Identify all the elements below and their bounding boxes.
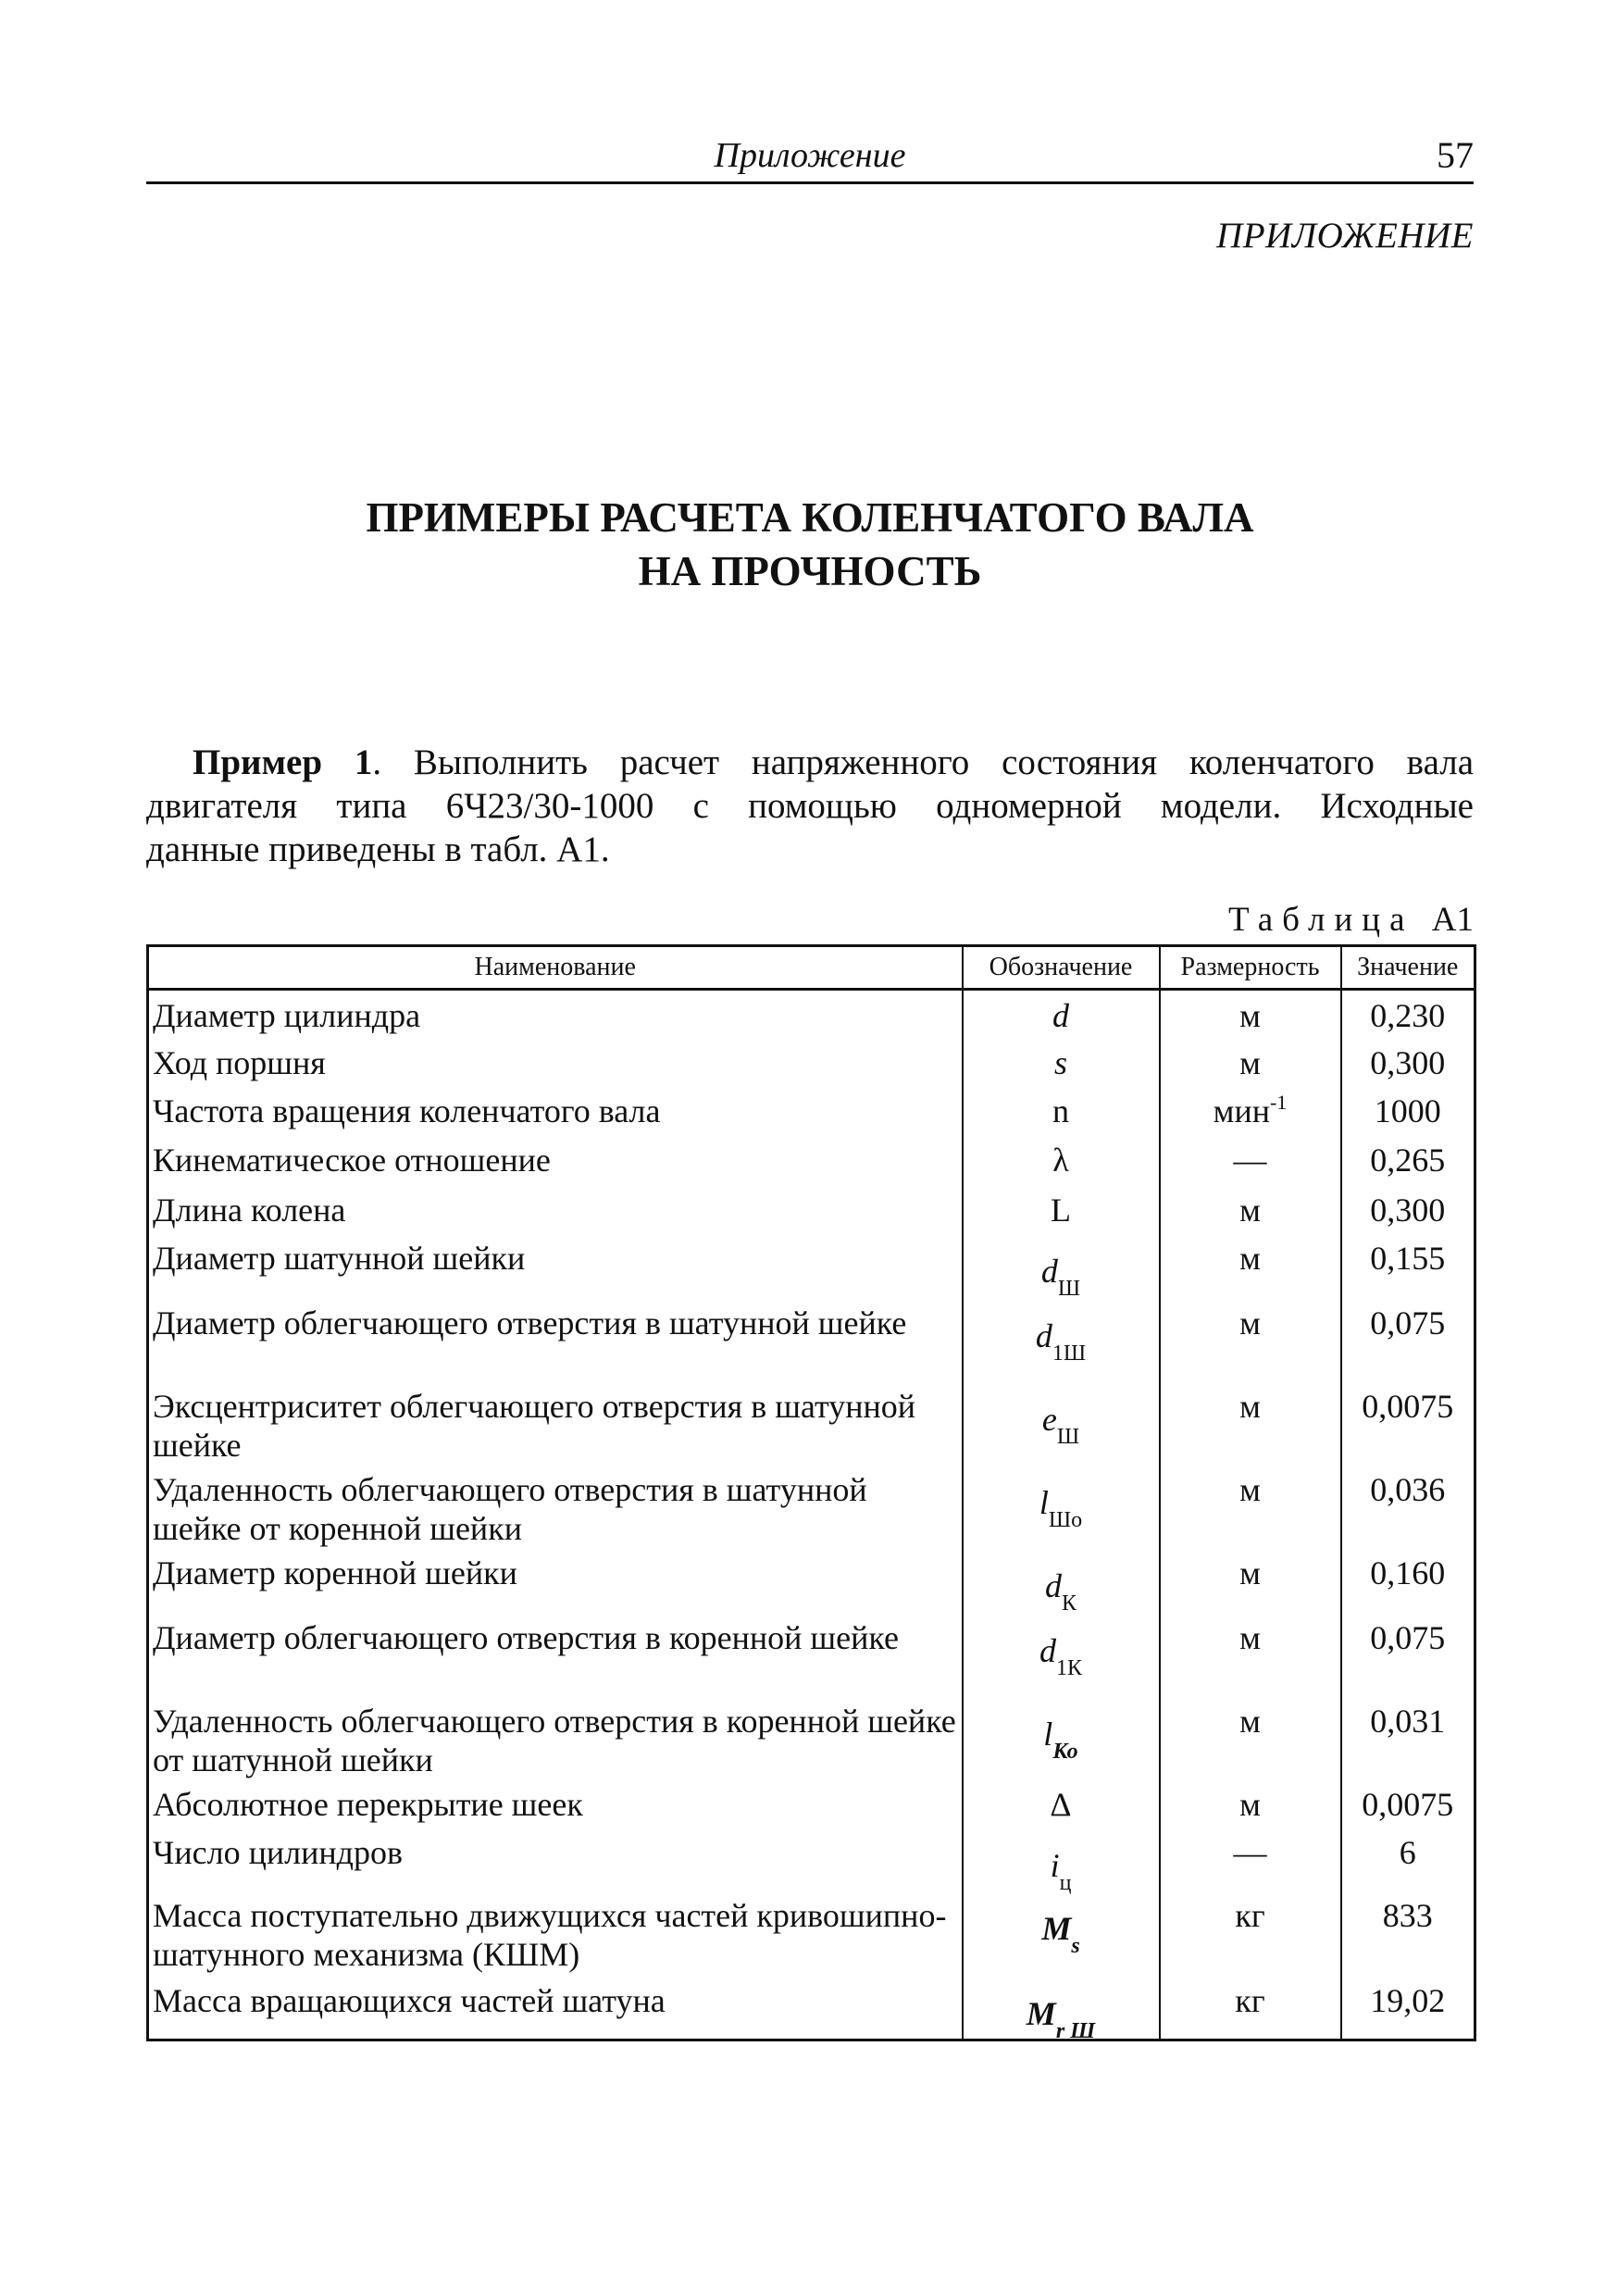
cell-name: Длина колена: [148, 1185, 963, 1233]
example-label: Пример 1: [193, 742, 373, 782]
symbol-subscript: 1Ш: [1052, 1341, 1087, 1366]
cell-name: Кинематическое отношение: [148, 1135, 963, 1185]
symbol: [1051, 1192, 1071, 1229]
table-row: [148, 1381, 1475, 1465]
cell-unit: [1160, 1298, 1341, 1381]
table-row: [148, 1548, 1475, 1613]
unit-text: —: [1233, 1141, 1267, 1179]
cell-symbol: [963, 990, 1160, 1038]
cell-symbol: [963, 1298, 1160, 1381]
table-row: [148, 1465, 1475, 1548]
cell-symbol: [963, 1890, 1160, 1976]
main-title: [146, 491, 1474, 598]
cell-symbol: [963, 1548, 1160, 1616]
cell-symbol: [963, 1135, 1160, 1185]
appendix-label: ПРИЛОЖЕНИЕ: [1216, 216, 1474, 256]
cell-name: Масса вращающихся частей шатуна: [148, 1976, 963, 2040]
cell-unit: [1160, 1890, 1341, 1976]
table-caption: [1228, 900, 1474, 940]
cell-value: 0,075: [1370, 1304, 1446, 1341]
unit-text: м: [1239, 1387, 1261, 1425]
symbol: [1052, 997, 1069, 1034]
cell-unit: [1160, 1828, 1341, 1890]
cell-symbol: [963, 1233, 1160, 1301]
cell-value: 19,02: [1370, 1981, 1446, 2019]
table-row: [148, 1086, 1475, 1135]
cell-value: 0,160: [1370, 1554, 1446, 1591]
symbol: [1050, 1786, 1071, 1823]
unit-text: м: [1239, 1785, 1261, 1823]
symbol: [1035, 1304, 1087, 1366]
table-row: [148, 1185, 1475, 1233]
symbol-main: e: [1041, 1400, 1057, 1438]
cell-unit: [1160, 1613, 1341, 1696]
table-caption-word: Таблица: [1228, 901, 1414, 939]
symbol-main: M: [1026, 1994, 1056, 2032]
cell-value: 6: [1399, 1833, 1416, 1871]
cell-unit: [1160, 1465, 1341, 1548]
unit-text: м: [1239, 997, 1261, 1034]
symbol-main: d: [1044, 1566, 1062, 1604]
cell-value: 0,300: [1370, 1043, 1446, 1081]
table-row: [148, 1696, 1475, 1779]
table-body: [148, 990, 1475, 2043]
symbol-main: λ: [1052, 1141, 1069, 1179]
symbol-main: l: [1039, 1483, 1049, 1521]
symbol-subscript: Ко: [1052, 1739, 1078, 1764]
symbol: [1052, 1092, 1069, 1129]
unit-text: м: [1239, 1239, 1261, 1277]
unit-text: кг: [1235, 1981, 1265, 2019]
column-header-name: Наименование: [148, 946, 963, 990]
symbol-subscript: 1К: [1055, 1655, 1082, 1680]
cell-symbol: [963, 1779, 1160, 1828]
cell-name: Диаметр коренной шейки: [148, 1548, 963, 1613]
symbol: [1041, 1896, 1080, 1958]
cell-unit: [1160, 1779, 1341, 1828]
cell-name: Диаметр цилиндра: [148, 990, 963, 1038]
unit-text: м: [1239, 1702, 1261, 1740]
symbol-subscript: s: [1071, 1933, 1080, 1958]
cell-value: 0,230: [1370, 997, 1446, 1034]
cell-unit: [1160, 1135, 1341, 1185]
cell-symbol: [963, 1976, 1160, 2043]
column-header-value: Значение: [1341, 946, 1475, 990]
symbol-main: d: [1039, 1631, 1056, 1669]
data-table: [146, 944, 1476, 2041]
unit-text: мин: [1213, 1092, 1270, 1129]
table-row: [148, 1828, 1475, 1890]
symbol-main: d: [1040, 1252, 1058, 1290]
symbol: [1041, 1387, 1080, 1449]
table-row: [148, 1613, 1475, 1696]
symbol: [1050, 1833, 1072, 1895]
symbol: [1052, 1142, 1068, 1179]
cell-symbol: [963, 1381, 1160, 1465]
intro-line-1: [146, 741, 1474, 784]
cell-unit: [1160, 1086, 1341, 1135]
symbol-main: M: [1041, 1909, 1072, 1947]
running-title: Приложение: [714, 136, 906, 175]
symbol-subscript: ц: [1059, 1870, 1072, 1895]
symbol-main: L: [1051, 1191, 1071, 1229]
symbol-subscript: К: [1061, 1591, 1077, 1616]
symbol: [1026, 1981, 1096, 2043]
cell-symbol: [963, 1185, 1160, 1233]
symbol-main: d: [1052, 997, 1069, 1034]
cell-value: 833: [1382, 1896, 1433, 1934]
unit-superscript: -1: [1269, 1090, 1288, 1114]
table-row: [148, 1135, 1475, 1185]
cell-value: 0,265: [1370, 1141, 1446, 1179]
symbol-subscript: Ш: [1057, 1276, 1081, 1301]
cell-name: Диаметр шатунной шейки: [148, 1233, 963, 1298]
cell-value: 1000: [1374, 1092, 1441, 1129]
symbol: [1044, 1554, 1077, 1616]
intro-line-3: данные приведены в табл. А1.: [146, 830, 610, 869]
table-row: [148, 1233, 1475, 1298]
cell-value: 0,155: [1370, 1239, 1446, 1277]
cell-value: 0,036: [1370, 1470, 1446, 1508]
unit-text: м: [1239, 1618, 1261, 1656]
running-header: [146, 130, 1474, 184]
column-header-unit: Размерность: [1160, 946, 1341, 990]
cell-symbol: [963, 1613, 1160, 1696]
unit-text: —: [1233, 1833, 1267, 1871]
symbol-main: l: [1043, 1715, 1053, 1753]
table-row: [148, 1890, 1475, 1976]
cell-symbol: [963, 1086, 1160, 1135]
page-number: 57: [1437, 134, 1474, 176]
main-title-line-2: НА ПРОЧНОСТЬ: [638, 548, 982, 594]
cell-name: Число цилиндров: [148, 1828, 963, 1890]
cell-name: Ход поршня: [148, 1038, 963, 1086]
cell-name: Диаметр облегчающего отверстия в коренной шейке: [148, 1613, 963, 1696]
cell-unit: [1160, 1548, 1341, 1613]
cell-unit: [1160, 990, 1341, 1038]
cell-name: Удаленность облегчающего отверстия в шатунной шейке от коренной шейки: [148, 1465, 963, 1548]
cell-value: 0,300: [1370, 1191, 1446, 1229]
page: [146, 0, 1474, 2296]
cell-symbol: [963, 1828, 1160, 1895]
cell-name: Абсолютное перекрытие шеек: [148, 1779, 963, 1828]
unit-text: м: [1239, 1554, 1261, 1591]
cell-name: Частота вращения коленчатого вала: [148, 1086, 963, 1135]
cell-unit: [1160, 1038, 1341, 1086]
symbol-main: Δ: [1050, 1785, 1072, 1823]
table-row: [148, 1298, 1475, 1381]
table-header-row: [148, 946, 1475, 990]
symbol: [1054, 1044, 1067, 1081]
cell-unit: [1160, 1185, 1341, 1233]
symbol-main: n: [1052, 1092, 1069, 1129]
cell-unit: [1160, 1696, 1341, 1779]
symbol: [1040, 1239, 1081, 1301]
cell-value: 0,0075: [1362, 1785, 1454, 1823]
cell-value: 0,0075: [1362, 1387, 1454, 1425]
unit-text: кг: [1235, 1896, 1265, 1934]
symbol: [1043, 1702, 1078, 1764]
symbol-subscript: r Ш: [1055, 2018, 1096, 2043]
symbol-subscript: Ш: [1056, 1424, 1080, 1449]
cell-name: Удаленность облегчающего отверстия в коренной шейке от шатунной шейки: [148, 1696, 963, 1779]
unit-text: м: [1239, 1304, 1261, 1341]
cell-unit: [1160, 1233, 1341, 1298]
unit-text: м: [1239, 1470, 1261, 1508]
table-row: [148, 1779, 1475, 1828]
cell-name: Эксцентриситет облегчающего отверстия в шатунной шейке: [148, 1381, 963, 1465]
symbol: [1039, 1618, 1082, 1680]
table-row: [148, 990, 1475, 1038]
unit-text: м: [1239, 1191, 1261, 1229]
cell-value: 0,075: [1370, 1618, 1446, 1656]
intro-paragraph: [146, 741, 1474, 871]
cell-name: Масса поступательно движущихся частей кривошипно-шатунного механизма (КШМ): [148, 1890, 963, 1976]
column-header-symbol: Обозначение: [963, 946, 1160, 990]
table-row: [148, 1976, 1475, 2040]
cell-symbol: [963, 1696, 1160, 1779]
unit-text: м: [1239, 1043, 1261, 1081]
intro-line-2: двигателя типа 6Ч23/30-1000 с помощью одномерной модели. Исходные: [146, 786, 1474, 826]
cell-unit: [1160, 1976, 1341, 2040]
table-caption-number: А1: [1431, 901, 1474, 939]
symbol-main: i: [1050, 1846, 1060, 1884]
cell-symbol: [963, 1465, 1160, 1548]
cell-symbol: [963, 1038, 1160, 1086]
symbol-subscript: Шо: [1048, 1507, 1083, 1532]
cell-name: Диаметр облегчающего отверстия в шатунной шейке: [148, 1298, 963, 1381]
intro-line-1-text: . Выполнить расчет напряженного состояния коленчатого вала: [372, 742, 1475, 782]
main-title-line-1: ПРИМЕРЫ РАСЧЕТА КОЛЕНЧАТОГО ВАЛА: [366, 494, 1254, 541]
symbol-main: d: [1035, 1316, 1052, 1354]
cell-unit: [1160, 1381, 1341, 1465]
table-row: [148, 1038, 1475, 1086]
cell-value: 0,031: [1370, 1702, 1446, 1740]
symbol-main: s: [1053, 1043, 1067, 1081]
symbol: [1039, 1470, 1083, 1532]
